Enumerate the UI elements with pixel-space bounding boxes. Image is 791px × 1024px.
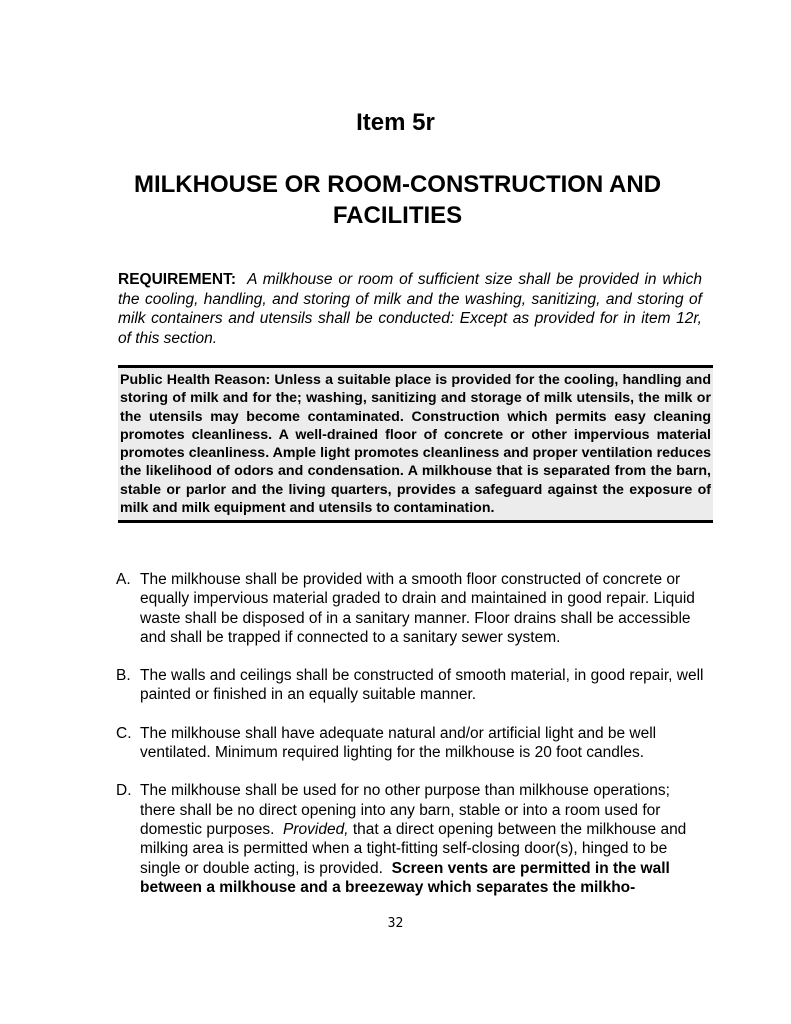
list-item-text: The milkhouse shall be provided with a smooth floor constructed of concrete or equally impervious material graded to drain and maintained in good repair. Liquid waste shall be disposed of in a sanitary manner. Floor drains shall be accessible and shall be trapped if connected to a sanitary sewer system. [140, 571, 695, 646]
requirement-items-list [116, 570, 704, 916]
public-health-reason-box [118, 365, 713, 523]
list-item-a [116, 570, 704, 647]
list-item-text [140, 781, 704, 897]
public-health-reason-text: Public Health Reason: Unless a suitable place is provided for the cooling, handling and storing of milk and for the; washing, sanitizing and storage of milk utensils, the milk or the utensils may become contaminated. Construction which permits easy cleaning promotes cleanliness. A well-drained floor of concrete or other impervious material promotes cleanliness. Ample light promotes cleanliness and proper ventilation reduces the likelihood of odors and condensation. A milkhouse that is separated from the barn, stable or parlor and the living quarters, provides a safeguard against the exposure of milk and milk equipment and utensils to contamination. [120, 372, 711, 517]
list-item-bold-text: Screen vents are permitted in the wall between a milkhouse and a breezeway which separates the milkho- [140, 859, 670, 896]
requirement-label: REQUIREMENT: [118, 271, 236, 288]
list-item-b [116, 666, 704, 705]
list-item-d [116, 781, 704, 897]
list-item-text: The milkhouse shall have adequate natural and/or artificial light and be well ventilated. Minimum required lighting for the milkhouse is 20 foot candles. [140, 724, 657, 762]
page-title: MILKHOUSE OR ROOM-CONSTRUCTION AND FACILITIES [133, 171, 662, 229]
list-item-letter: D. [116, 782, 132, 800]
list-item-text-part: that a direct opening between the milkhouse and milking area is permitted when a tight-fitting self-closing door(s), hinged to be single or double acting, is provided. [140, 820, 687, 877]
item-heading: Item 5r [356, 109, 435, 136]
list-item-letter: C. [116, 724, 132, 742]
list-item-text: The walls and ceilings shall be constructed of smooth material, in good repair, well painted or finished in an equally suitable manner. [140, 667, 704, 704]
list-item-letter: A. [116, 571, 131, 588]
provided-term: Provided, [283, 820, 349, 838]
requirement-paragraph [118, 270, 702, 348]
list-item-letter: B. [116, 667, 131, 685]
list-item-c [116, 724, 704, 763]
page-number: 32 [387, 916, 404, 931]
list-item-text-part: The milkhouse shall be used for no other purpose than milkhouse operations; there shall be no direct opening into any barn, stable or into a room used for domestic purposes. [140, 782, 670, 838]
requirement-text: A milkhouse or room of sufficient size shall be provided in which the cooling, handling, and storing of milk and the washing, sanitizing, and storing of milk containers and utensils shall be conducted: Except as provided for in item 12r, of this section. [118, 271, 702, 347]
